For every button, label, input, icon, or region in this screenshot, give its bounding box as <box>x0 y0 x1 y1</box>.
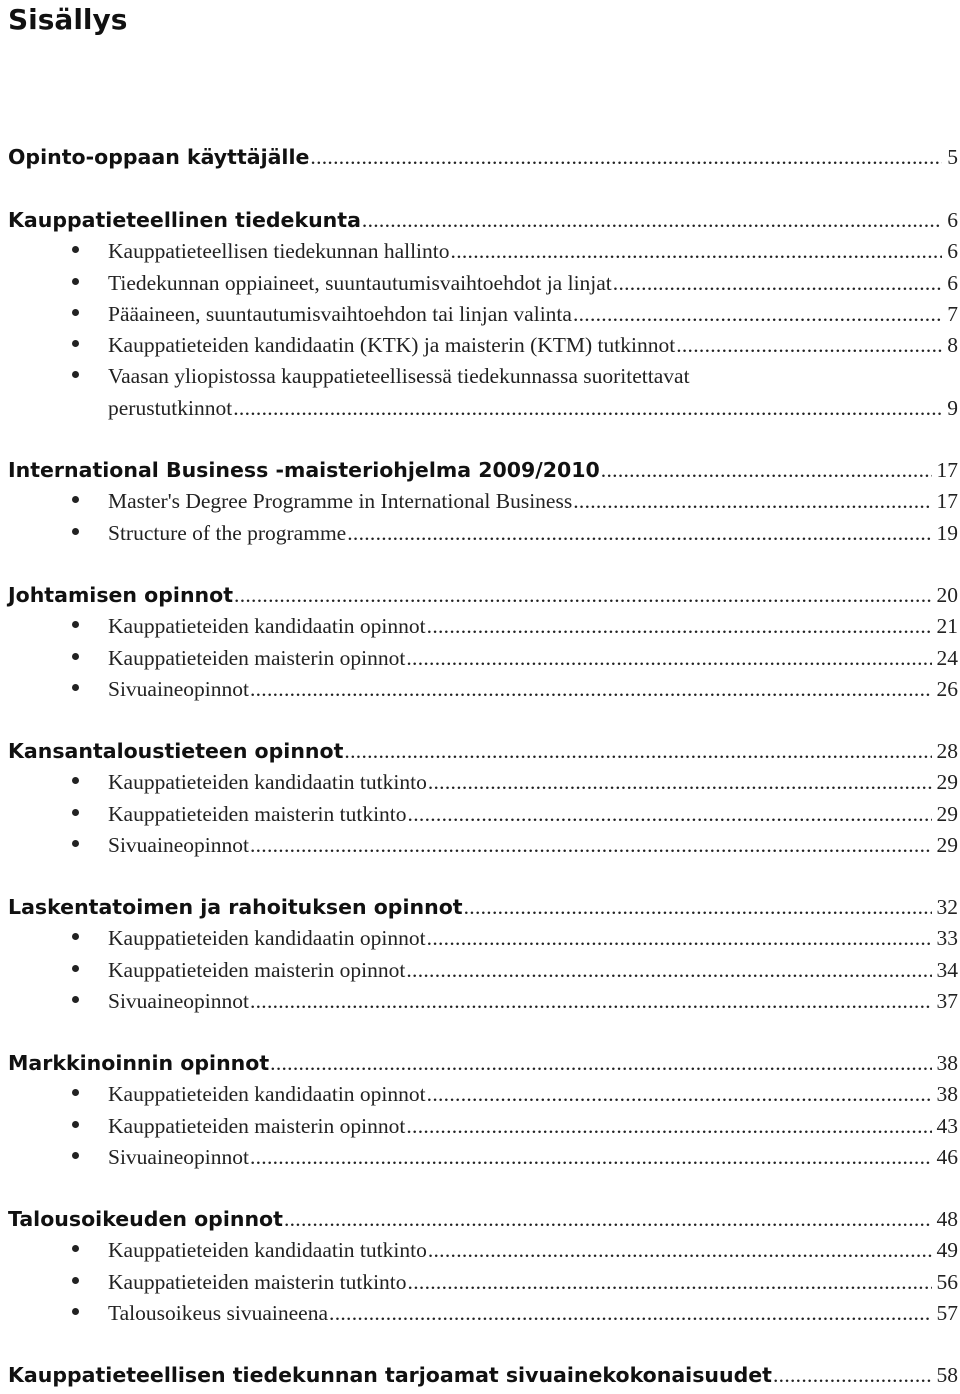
toc-subentry-label: Kauppatieteiden maisterin tutkinto <box>108 801 407 826</box>
toc-page-number: 8 <box>947 333 958 358</box>
toc-heading-entry[interactable] <box>0 739 960 770</box>
page-title: Sisällys <box>8 3 128 36</box>
toc-heading-label: Talousoikeuden opinnot <box>8 1207 283 1231</box>
toc-page-number: 24 <box>936 645 958 670</box>
toc-heading-label: Markkinoinnin opinnot <box>8 1051 270 1075</box>
toc-subentry-label: Kauppatieteiden maisterin opinnot <box>108 957 406 982</box>
toc-subentry-label: Kauppatieteiden kandidaatin opinnot <box>108 1082 426 1107</box>
toc-subentry[interactable] <box>0 271 960 302</box>
dot-leader <box>464 895 932 920</box>
toc-heading-entry[interactable] <box>0 1207 960 1238</box>
toc-heading-entry[interactable] <box>0 458 960 489</box>
toc-section <box>0 583 960 708</box>
toc-subentry[interactable] <box>0 1301 960 1332</box>
toc-page-number: 6 <box>947 208 958 232</box>
toc-subentry[interactable] <box>0 770 960 801</box>
toc-page-number: 49 <box>936 1238 958 1263</box>
toc-heading-label: Laskentatoimen ja rahoituksen opinnot <box>8 895 463 919</box>
dot-leader <box>573 489 931 514</box>
toc-subentry[interactable] <box>0 1145 960 1176</box>
toc-subentry[interactable] <box>0 958 960 989</box>
toc-page-number: 34 <box>936 957 958 982</box>
dot-leader <box>347 521 931 546</box>
dot-leader <box>427 1082 932 1107</box>
toc-subentry[interactable] <box>0 802 960 833</box>
toc-heading-entry[interactable] <box>0 208 960 239</box>
bullet-icon <box>72 1152 79 1159</box>
toc-page-number: 9 <box>947 395 958 420</box>
toc-subentry[interactable] <box>0 521 960 552</box>
bullet-icon <box>72 777 79 784</box>
toc-page-number: 28 <box>936 739 958 763</box>
bullet-icon <box>72 1277 79 1284</box>
dot-leader <box>406 646 931 671</box>
toc-subentry[interactable] <box>0 989 960 1020</box>
toc-section <box>0 145 960 176</box>
dot-leader <box>601 458 932 483</box>
dot-leader <box>329 1301 931 1326</box>
toc-heading-entry[interactable] <box>0 1363 960 1394</box>
toc-subentry-label: Kauppatieteiden kandidaatin opinnot <box>108 926 426 951</box>
dot-leader <box>676 333 942 358</box>
bullet-icon <box>72 528 79 535</box>
dot-leader <box>427 926 932 951</box>
toc-heading-entry[interactable] <box>0 583 960 614</box>
bullet-icon <box>72 653 79 660</box>
dot-leader <box>362 208 942 233</box>
toc-subentry-label: Kauppatieteiden maisterin tutkinto <box>108 1269 407 1294</box>
dot-leader <box>428 1238 932 1263</box>
bullet-icon <box>72 1308 79 1315</box>
toc-subentry-label: Sivuaineopinnot <box>108 1144 249 1169</box>
bullet-icon <box>72 496 79 503</box>
toc-subentry-label: Kauppatieteiden kandidaatin tutkinto <box>108 770 427 795</box>
toc-page-number: 43 <box>936 1113 958 1138</box>
bullet-icon <box>72 1121 79 1128</box>
toc-page-number: 32 <box>936 895 958 919</box>
toc-subentry[interactable] <box>0 646 960 677</box>
toc-page-number: 6 <box>947 239 958 264</box>
bullet-icon <box>72 246 79 253</box>
dot-leader <box>573 302 942 327</box>
toc-subentry[interactable] <box>0 1082 960 1113</box>
toc-subentry-label: Structure of the programme <box>108 520 347 545</box>
toc-subentry-label: Kauppatieteiden kandidaatin tutkinto <box>108 1238 427 1263</box>
toc-section <box>0 895 960 1020</box>
toc-subentry[interactable] <box>0 1238 960 1269</box>
bullet-icon <box>72 965 79 972</box>
toc-subentry-label: Kauppatieteiden kandidaatin (KTK) ja maisterin (KTM) tutkinnot <box>108 333 676 358</box>
toc-page-number: 20 <box>936 583 958 607</box>
toc-subentry-label: Kauppatieteiden maisterin opinnot <box>108 1113 406 1138</box>
toc-section <box>0 458 960 552</box>
toc-section <box>0 1051 960 1176</box>
toc-subentry[interactable] <box>0 239 960 270</box>
toc-page-number: 7 <box>947 301 958 326</box>
bullet-icon <box>72 996 79 1003</box>
dot-leader <box>234 583 931 608</box>
toc-page-number: 29 <box>936 801 958 826</box>
toc-heading-label: Kauppatieteellisen tiedekunnan tarjoamat sivuainekokonaisuudet <box>8 1363 772 1387</box>
bullet-icon <box>72 933 79 940</box>
toc-page-number: 46 <box>936 1144 958 1169</box>
toc-page-number: 48 <box>936 1207 958 1231</box>
dot-leader <box>233 396 942 421</box>
toc-heading-entry[interactable] <box>0 1051 960 1082</box>
toc-page-number: 26 <box>936 676 958 701</box>
toc-page-number: 21 <box>936 614 958 639</box>
toc-section <box>0 1363 960 1394</box>
dot-leader <box>406 958 931 983</box>
toc-section <box>0 739 960 864</box>
toc-subentry-label: Pääaineen, suuntautumisvaihtoehdon tai linjan valinta <box>108 301 572 326</box>
toc-page-number: 17 <box>936 458 958 482</box>
dot-leader <box>344 739 931 764</box>
toc-page-number: 29 <box>936 770 958 795</box>
toc-heading-label: International Business -maisteriohjelma 2009/2010 <box>8 458 600 482</box>
toc-page-number: 33 <box>936 926 958 951</box>
toc-page-number: 6 <box>947 270 958 295</box>
dot-leader <box>428 770 932 795</box>
toc-subentry[interactable] <box>0 302 960 333</box>
bullet-icon <box>72 371 79 378</box>
toc-subentry-label-continuation: perustutkinnot <box>108 395 233 420</box>
dot-leader <box>250 989 932 1014</box>
toc-heading-label: Johtamisen opinnot <box>8 583 234 607</box>
toc-page-number: 19 <box>936 520 958 545</box>
dot-leader <box>250 833 932 858</box>
toc-heading-entry[interactable] <box>0 895 960 926</box>
dot-leader <box>310 145 942 170</box>
toc-subentry[interactable] <box>0 364 960 395</box>
toc-page-number: 38 <box>936 1051 958 1075</box>
toc-subentry-label: Kauppatieteiden maisterin opinnot <box>108 645 406 670</box>
dot-leader <box>270 1051 931 1076</box>
toc-subentry-label: Vaasan yliopistossa kauppatieteellisessä tiedekunnassa suoritettavat <box>108 364 690 389</box>
toc-subentry-continuation[interactable] <box>0 396 960 427</box>
toc-page-number: 38 <box>936 1082 958 1107</box>
toc-subentry-label: Tiedekunnan oppiaineet, suuntautumisvaihtoehdot ja linjat <box>108 270 612 295</box>
toc-subentry[interactable] <box>0 677 960 708</box>
bullet-icon <box>72 1089 79 1096</box>
toc-subentry[interactable] <box>0 333 960 364</box>
toc-subentry[interactable] <box>0 1270 960 1301</box>
dot-leader <box>408 802 932 827</box>
toc-subentry-label: Sivuaineopinnot <box>108 988 249 1013</box>
toc-page-number: 17 <box>936 489 958 514</box>
bullet-icon <box>72 621 79 628</box>
bullet-icon <box>72 278 79 285</box>
toc-heading-label: Kansantaloustieteen opinnot <box>8 739 344 763</box>
dot-leader <box>773 1363 932 1388</box>
dot-leader <box>284 1207 932 1232</box>
toc-page-number: 58 <box>936 1363 958 1387</box>
toc-page-number: 5 <box>947 145 958 169</box>
bullet-icon <box>72 309 79 316</box>
bullet-icon <box>72 809 79 816</box>
bullet-icon <box>72 684 79 691</box>
toc-subentry[interactable] <box>0 614 960 645</box>
toc-subentry[interactable] <box>0 926 960 957</box>
dot-leader <box>250 1145 932 1170</box>
dot-leader <box>408 1270 932 1295</box>
toc-subentry[interactable] <box>0 489 960 520</box>
toc-subentry-label: Talousoikeus sivuaineena <box>108 1300 329 1325</box>
toc-page-number: 57 <box>936 1300 958 1325</box>
dot-leader <box>427 614 932 639</box>
toc-page-number: 29 <box>936 832 958 857</box>
toc-heading-entry[interactable] <box>0 145 960 176</box>
toc-page-number: 56 <box>936 1269 958 1294</box>
toc-section <box>0 208 960 427</box>
dot-leader <box>451 239 943 264</box>
toc-subentry[interactable] <box>0 1114 960 1145</box>
bullet-icon <box>72 1245 79 1252</box>
toc-subentry-label: Sivuaineopinnot <box>108 676 249 701</box>
toc-subentry-label: Kauppatieteiden kandidaatin opinnot <box>108 614 426 639</box>
toc-subentry-label: Master's Degree Programme in International Business <box>108 489 573 514</box>
toc-heading-label: Opinto-oppaan käyttäjälle <box>8 145 310 169</box>
dot-leader <box>250 677 932 702</box>
toc-heading-label: Kauppatieteellinen tiedekunta <box>8 208 361 232</box>
bullet-icon <box>72 840 79 847</box>
toc-subentry-label: Kauppatieteellisen tiedekunnan hallinto <box>108 239 450 264</box>
toc-page-number: 37 <box>936 988 958 1013</box>
toc-subentry[interactable] <box>0 833 960 864</box>
dot-leader <box>406 1114 931 1139</box>
toc-section <box>0 1207 960 1332</box>
toc-subentry-label: Sivuaineopinnot <box>108 832 249 857</box>
bullet-icon <box>72 340 79 347</box>
dot-leader <box>613 271 942 296</box>
